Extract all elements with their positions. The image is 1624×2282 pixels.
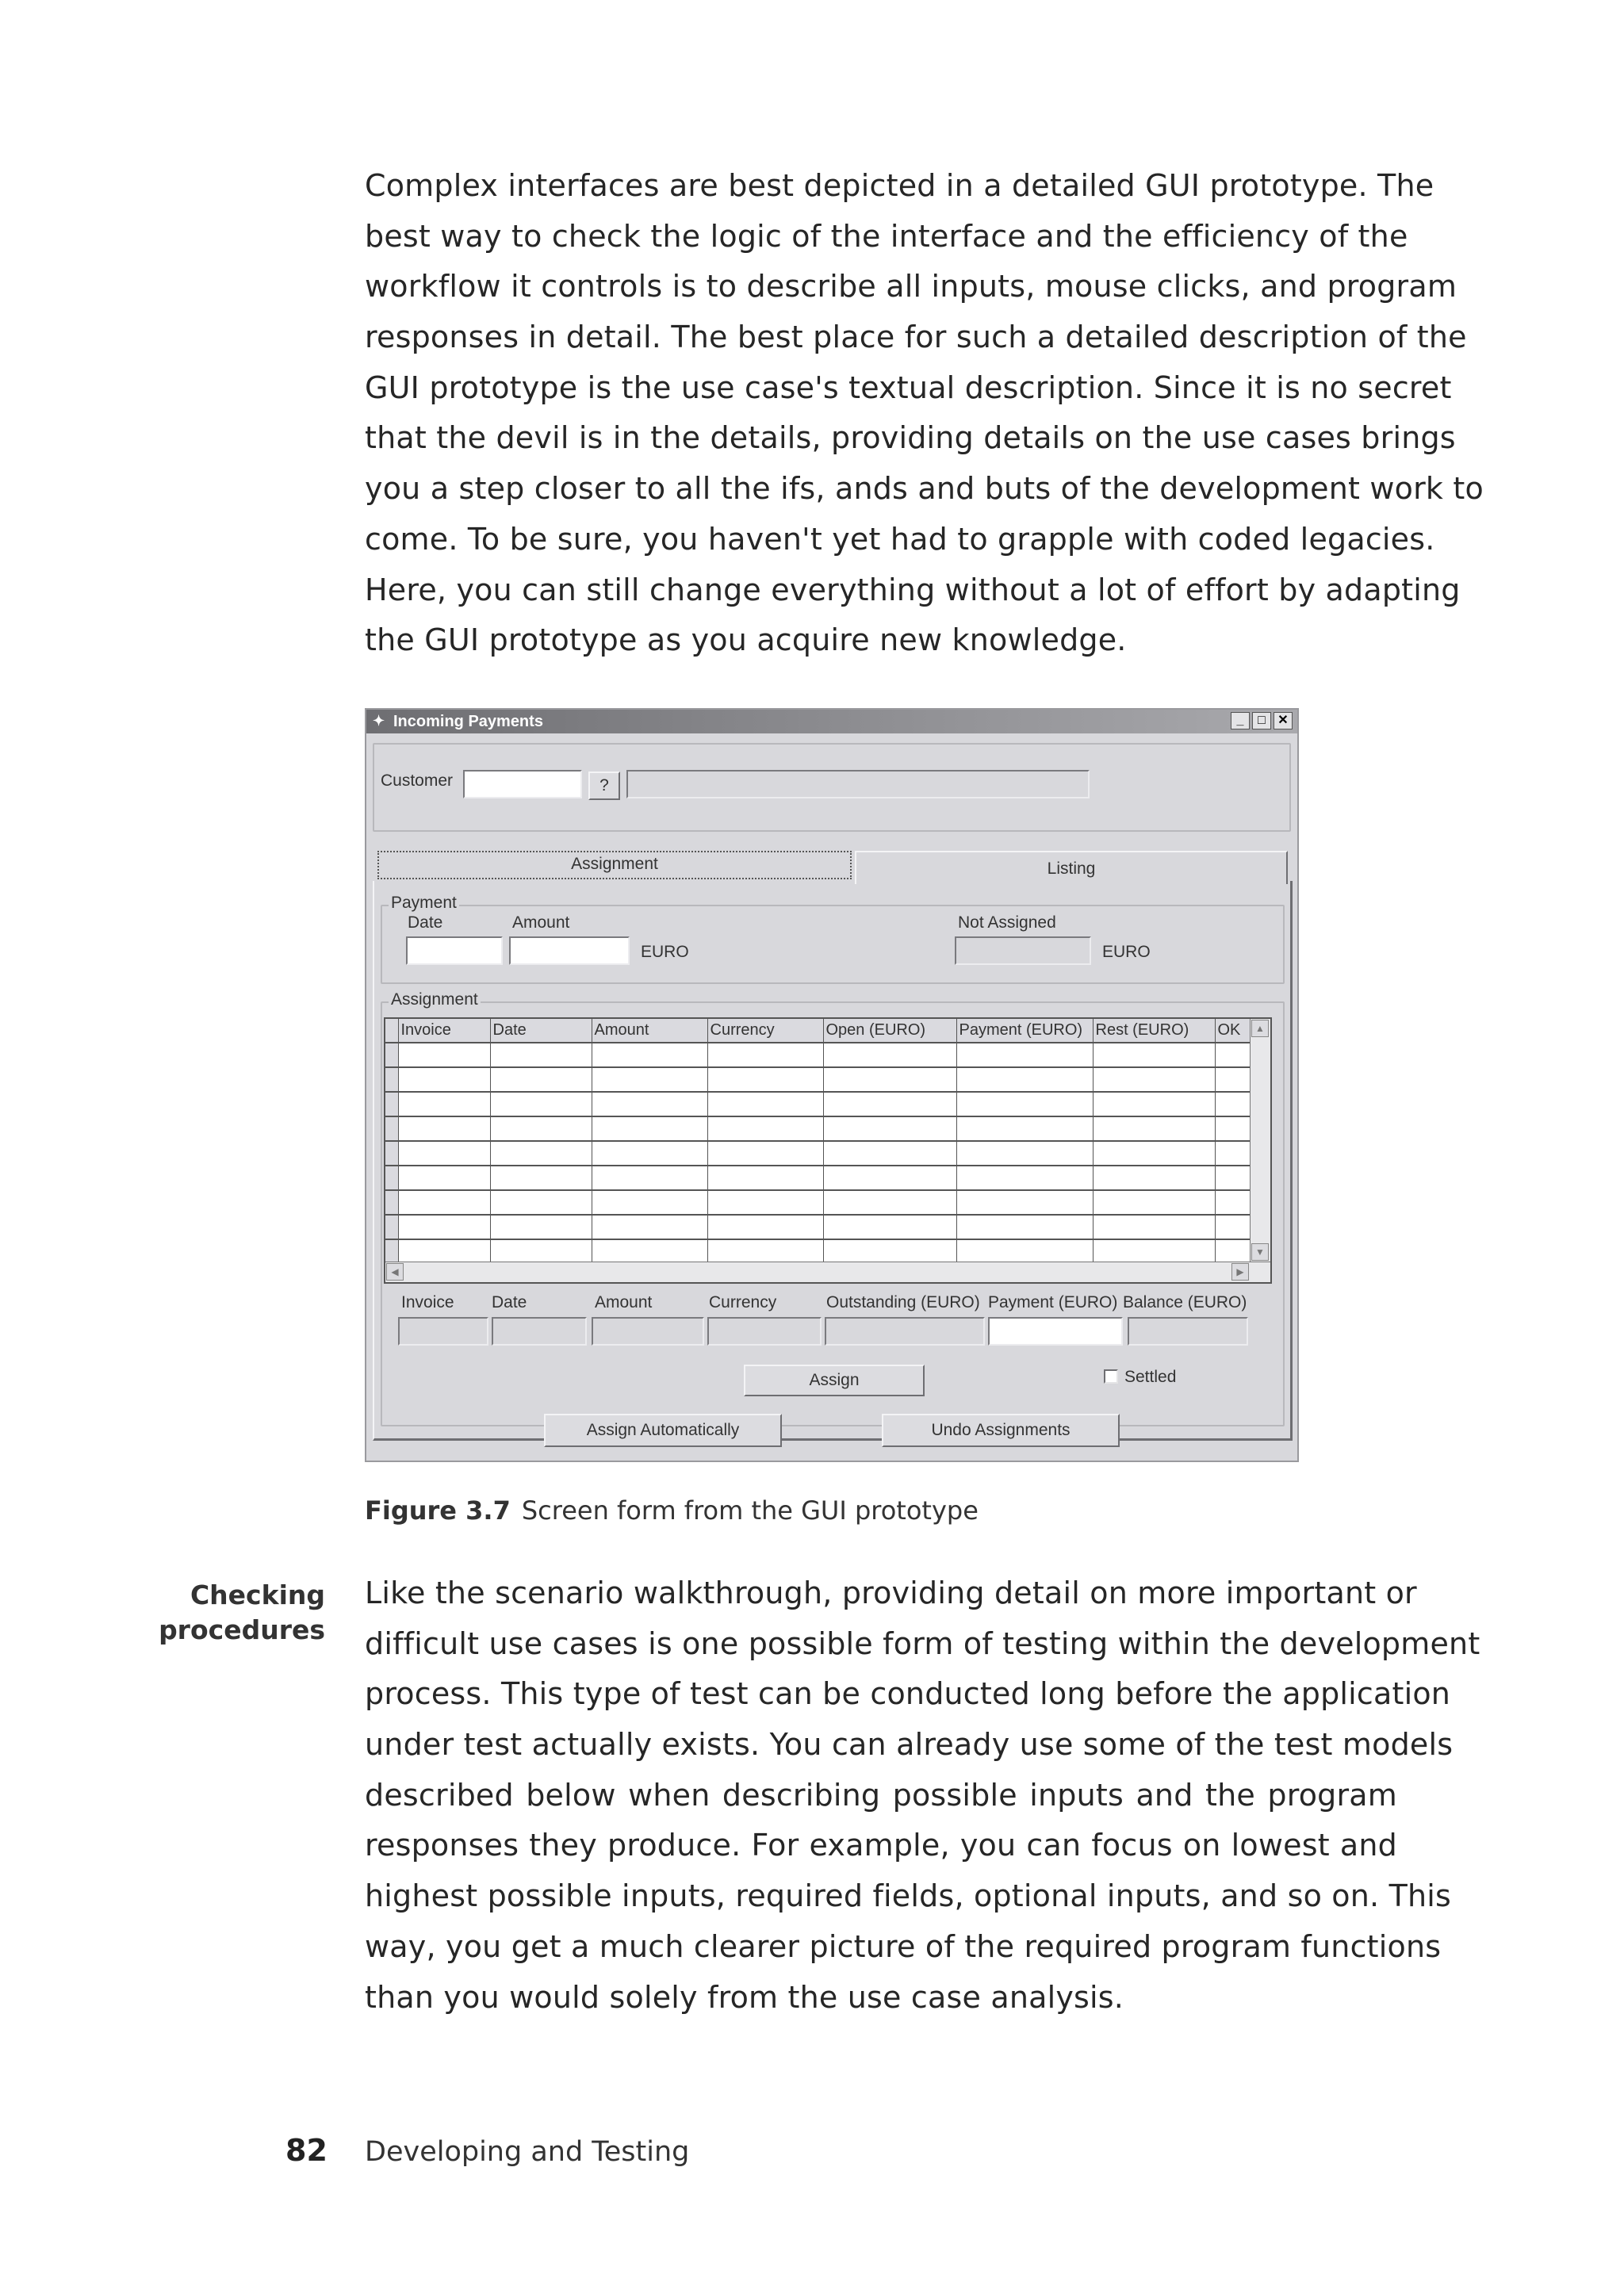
text-line: GUI prototype is the use case's textual description. Since it is no secret [365, 369, 1452, 405]
grid-cell[interactable] [1093, 1043, 1215, 1067]
customer-name-field [626, 770, 1090, 798]
text-line: highest possible inputs, required fields, optional inputs, and so on. This [365, 1878, 1452, 1914]
column-header[interactable]: Invoice [398, 1019, 490, 1043]
grid-row[interactable] [385, 1116, 1258, 1141]
grid-cell[interactable] [592, 1141, 707, 1166]
not-assigned-label: Not Assigned [958, 913, 1056, 932]
grid-cell[interactable] [1093, 1116, 1215, 1141]
detail-label: Amount [595, 1293, 653, 1311]
text-line: you a step closer to all the ifs, ands and buts of the development work to [365, 471, 1484, 507]
grid-cell[interactable] [707, 1043, 823, 1067]
grid-cell[interactable] [823, 1067, 956, 1092]
grid-cell[interactable] [956, 1166, 1093, 1190]
row-header[interactable] [385, 1239, 398, 1264]
grid-cell[interactable] [823, 1239, 956, 1264]
row-header[interactable] [385, 1092, 398, 1116]
body-paragraph-1 [365, 161, 1484, 666]
incoming-payments-window [365, 708, 1299, 1462]
row-header[interactable] [385, 1043, 398, 1067]
grid-cell[interactable] [398, 1190, 490, 1215]
grid-cell[interactable] [490, 1239, 592, 1264]
payment-currency: EURO [641, 943, 689, 961]
grid-cell[interactable] [1093, 1141, 1215, 1166]
column-header[interactable]: Date [490, 1019, 592, 1043]
scroll-left-icon[interactable]: ◀ [386, 1263, 404, 1281]
close-button[interactable]: ✕ [1274, 712, 1293, 729]
grid-cell[interactable] [956, 1141, 1093, 1166]
grid-cell[interactable] [398, 1092, 490, 1116]
customer-lookup-button[interactable]: ? [588, 772, 620, 800]
row-header[interactable] [385, 1166, 398, 1190]
detail-label: Balance (EURO) [1123, 1293, 1247, 1311]
maximize-button[interactable]: □ [1252, 712, 1271, 729]
minimize-button[interactable]: _ [1231, 712, 1250, 729]
grid-row[interactable] [385, 1067, 1258, 1092]
payment-group-label: Payment [389, 894, 459, 913]
detail-amount-field [592, 1317, 704, 1346]
grid-cell[interactable] [592, 1067, 707, 1092]
grid-cell[interactable] [823, 1141, 956, 1166]
figure-caption-text: Screen form from the GUI prototype [521, 1495, 979, 1526]
grid-cell[interactable] [707, 1092, 823, 1116]
assignment-grid [384, 1017, 1272, 1284]
row-header[interactable] [385, 1067, 398, 1092]
grid-cell[interactable] [592, 1043, 707, 1067]
grid-cell[interactable] [707, 1141, 823, 1166]
grid-cell[interactable] [398, 1116, 490, 1141]
grid-row[interactable] [385, 1166, 1258, 1190]
grid-cell[interactable] [490, 1092, 592, 1116]
grid-cell[interactable] [1093, 1239, 1215, 1264]
figure-caption-label: Figure 3.7 [365, 1495, 511, 1526]
grid-cell[interactable] [823, 1166, 956, 1190]
grid-cell[interactable] [707, 1190, 823, 1215]
customer-input[interactable] [463, 770, 582, 798]
customer-label: Customer [381, 772, 454, 790]
column-header[interactable]: Rest (EURO) [1093, 1019, 1215, 1043]
grid-row[interactable] [385, 1092, 1258, 1116]
grid-cell[interactable] [490, 1043, 592, 1067]
not-assigned-field [955, 936, 1091, 965]
grid-cell[interactable] [398, 1215, 490, 1239]
grid-cell[interactable] [490, 1190, 592, 1215]
row-header[interactable] [385, 1141, 398, 1166]
detail-payment-input[interactable] [988, 1317, 1123, 1346]
grid-cell[interactable] [707, 1239, 823, 1264]
grid-cell[interactable] [490, 1166, 592, 1190]
text-line: that the devil is in the details, providing details on the use cases brings [365, 420, 1456, 456]
settled-checkbox[interactable] [1104, 1369, 1118, 1384]
grid-cell[interactable] [592, 1092, 707, 1116]
figure-caption [365, 1495, 979, 1526]
vertical-scrollbar[interactable] [1250, 1019, 1270, 1262]
grid-cell[interactable] [956, 1043, 1093, 1067]
scroll-right-icon[interactable]: ▶ [1231, 1263, 1249, 1281]
payment-date-label: Date [408, 913, 443, 932]
grid-cell[interactable] [1093, 1067, 1215, 1092]
detail-label: Invoice [401, 1293, 454, 1311]
payment-amount-input[interactable] [509, 936, 630, 965]
scroll-down-icon[interactable]: ▼ [1251, 1243, 1269, 1261]
grid-cell[interactable] [592, 1239, 707, 1264]
grid-cell[interactable] [823, 1043, 956, 1067]
row-header[interactable] [385, 1215, 398, 1239]
title-bar [366, 710, 1297, 733]
column-header[interactable]: OK [1215, 1019, 1258, 1043]
grid-cell[interactable] [398, 1239, 490, 1264]
grid-cell[interactable] [707, 1067, 823, 1092]
window-title: Incoming Payments [393, 713, 543, 730]
grid-cell[interactable] [823, 1190, 956, 1215]
text-line: Like the scenario walkthrough, providing detail on more important or [365, 1576, 1417, 1610]
text-line: the GUI prototype as you acquire new knowledge. [365, 622, 1127, 658]
text-line: described below when describing possible inputs and the program [365, 1777, 1397, 1813]
grid-cell[interactable] [1093, 1166, 1215, 1190]
text-line: responses they produce. For example, you can focus on lowest and [365, 1828, 1397, 1863]
payment-amount-label: Amount [512, 913, 570, 932]
assign-button[interactable]: Assign [744, 1365, 925, 1396]
running-footer: Developing and Testing [365, 2136, 690, 2168]
grid-cell[interactable] [707, 1166, 823, 1190]
grid-row[interactable] [385, 1190, 1258, 1215]
grid-header-row [385, 1019, 1258, 1043]
assign-automatically-button[interactable]: Assign Automatically [544, 1414, 782, 1447]
grid-row[interactable] [385, 1215, 1258, 1239]
grid-cell[interactable] [490, 1215, 592, 1239]
text-line: workflow it controls is to describe all inputs, mouse clicks, and program [365, 269, 1457, 304]
grid-row[interactable] [385, 1239, 1258, 1264]
settled-label: Settled [1124, 1368, 1177, 1386]
column-header[interactable]: Payment (EURO) [956, 1019, 1093, 1043]
text-line: responses in detail. The best place for such a detailed description of the [365, 320, 1467, 355]
grid-cell[interactable] [592, 1166, 707, 1190]
grid-cell[interactable] [956, 1092, 1093, 1116]
text-line: way, you get a much clearer picture of the required program functions [365, 1928, 1442, 1964]
grid-cell[interactable] [823, 1215, 956, 1239]
grid-cell[interactable] [1093, 1215, 1215, 1239]
text-line: under test actually exists. You can already use some of the test models [365, 1727, 1454, 1763]
tab-assignment[interactable]: Assignment [377, 851, 852, 879]
grid-cell[interactable] [398, 1166, 490, 1190]
grid-cell[interactable] [956, 1215, 1093, 1239]
margin-note-line: Checking [190, 1579, 325, 1610]
grid-row[interactable] [385, 1043, 1258, 1067]
grid-cell[interactable] [707, 1116, 823, 1141]
detail-label: Outstanding (EURO) [826, 1293, 980, 1311]
not-assigned-currency: EURO [1102, 943, 1151, 961]
detail-label: Currency [709, 1293, 777, 1311]
grid-cell[interactable] [398, 1067, 490, 1092]
grid-cell[interactable] [490, 1141, 592, 1166]
grid-cell[interactable] [398, 1141, 490, 1166]
margin-note [119, 1578, 325, 1648]
detail-date-field [492, 1317, 587, 1346]
grid-cell[interactable] [398, 1043, 490, 1067]
tab-listing[interactable]: Listing [855, 851, 1288, 884]
scroll-up-icon[interactable]: ▲ [1251, 1020, 1269, 1037]
payment-date-input[interactable] [406, 936, 503, 965]
grid-row[interactable] [385, 1141, 1258, 1166]
detail-invoice-field [398, 1317, 488, 1346]
grid-cell[interactable] [956, 1190, 1093, 1215]
column-header[interactable]: Open (EURO) [823, 1019, 956, 1043]
detail-currency-field [707, 1317, 822, 1346]
grid-cell[interactable] [1093, 1092, 1215, 1116]
detail-label: Date [492, 1293, 527, 1311]
grid-cell[interactable] [592, 1215, 707, 1239]
detail-outstanding-field [825, 1317, 985, 1346]
app-icon: ✦ [373, 713, 385, 729]
text-line: come. To be sure, you haven't yet had to grapple with coded legacies. [365, 521, 1435, 557]
grid-cell[interactable] [1093, 1190, 1215, 1215]
horizontal-scrollbar[interactable] [385, 1262, 1270, 1282]
undo-assignments-button[interactable]: Undo Assignments [882, 1414, 1120, 1447]
grid-cell[interactable] [956, 1116, 1093, 1141]
grid-cell[interactable] [956, 1067, 1093, 1092]
text-line: best way to check the logic of the interface and the efficiency of the [365, 218, 1408, 254]
detail-balance-field [1128, 1317, 1248, 1346]
grid-cell[interactable] [490, 1067, 592, 1092]
grid-cell[interactable] [707, 1215, 823, 1239]
grid-cell[interactable] [490, 1116, 592, 1141]
text-line: than you would solely from the use case analysis. [365, 1979, 1124, 2015]
body-paragraph-2 [365, 1568, 1480, 2023]
text-line: difficult use cases is one possible form of testing within the development [365, 1625, 1480, 1661]
assignment-group-label: Assignment [389, 990, 481, 1009]
column-header[interactable]: Currency [707, 1019, 823, 1043]
grid-cell[interactable] [592, 1116, 707, 1141]
grid-cell[interactable] [956, 1239, 1093, 1264]
margin-note-line: procedures [159, 1614, 325, 1645]
text-line: Here, you can still change everything without a lot of effort by adapting [365, 572, 1461, 607]
text-line: Complex interfaces are best depicted in a detailed GUI prototype. The [365, 168, 1434, 203]
detail-label: Payment (EURO) [988, 1293, 1118, 1311]
grid-cell[interactable] [823, 1116, 956, 1141]
grid-cell[interactable] [823, 1092, 956, 1116]
row-header[interactable] [385, 1116, 398, 1141]
text-line: process. This type of test can be conducted long before the application [365, 1676, 1451, 1712]
row-header-corner [385, 1019, 398, 1043]
grid-cell[interactable] [592, 1190, 707, 1215]
column-header[interactable]: Amount [592, 1019, 707, 1043]
page-number: 82 [285, 2133, 327, 2168]
row-header[interactable] [385, 1190, 398, 1215]
